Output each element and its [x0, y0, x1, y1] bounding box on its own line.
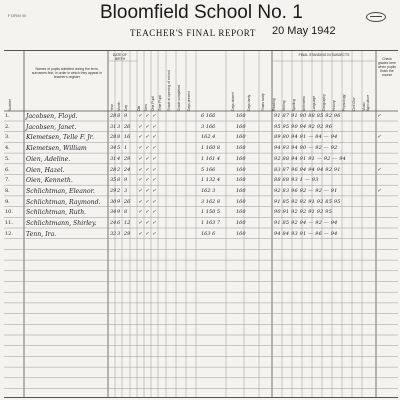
check-mark-icon: ✓	[145, 198, 150, 205]
column-header: Old	[137, 105, 141, 111]
header-date-of-birth: DATE OF BIRTH	[112, 53, 128, 61]
table-row	[4, 230, 398, 240]
row-grades: 94 84 93 91 — 96 — 94	[274, 230, 338, 237]
row-year: 30	[110, 198, 117, 205]
column-header: Days present	[187, 91, 191, 111]
table-row	[4, 198, 398, 208]
row-year: 31	[110, 155, 117, 162]
check-mark-icon: ✓	[138, 166, 143, 173]
check-mark-icon: ✓	[145, 230, 150, 237]
header-names: Names of pupils admitted during the term, surnames first, in order in which they appear in teacher's register	[31, 67, 103, 79]
seal-icon	[366, 12, 386, 22]
row-days: 160	[236, 113, 246, 119]
row-grades: 94 93 94 90 — 92 — 92	[274, 145, 338, 152]
check-mark-icon: ✓	[152, 187, 157, 194]
check-mark-icon: ✓	[152, 209, 157, 216]
column-header: Writing	[282, 100, 286, 111]
row-month: 8	[117, 134, 121, 141]
row-month: 9	[117, 198, 121, 205]
row-name: Oien, Kenneth.	[26, 177, 73, 185]
row-name: Jacobsen, Janet.	[26, 123, 77, 131]
row-month: 5	[117, 145, 121, 152]
check-mark-icon: ✓	[138, 134, 143, 141]
row-name: Schlichtman, Eleanor.	[26, 187, 95, 195]
row-name: Klemetsen, William	[26, 145, 87, 153]
check-mark-icon: ✓	[152, 198, 157, 205]
row-year: 34	[110, 209, 117, 216]
check-mark-icon: ✓	[145, 177, 150, 184]
row-grades: 91 85 92 94 — 92 — 94	[274, 220, 338, 226]
row-month: 8	[117, 177, 121, 184]
row-day: 29	[124, 155, 131, 162]
check-mark-icon: ✓	[152, 155, 157, 162]
row-day: 9	[124, 113, 128, 119]
row-num: 12.	[5, 230, 13, 237]
row-attend: 1 163 7	[201, 220, 221, 226]
row-grades: 91 85 92 92 91 92 85 95	[274, 198, 341, 205]
row-grades: 88 88 93 1 — 93	[274, 177, 319, 184]
column-header: Physiology	[342, 94, 346, 111]
row-check: ✓	[377, 134, 382, 141]
row-day: 29	[124, 230, 131, 237]
row-day: 1	[124, 145, 128, 152]
check-mark-icon: ✓	[138, 198, 143, 205]
row-days: 160	[236, 177, 246, 184]
row-num: 7.	[5, 177, 10, 184]
column-header: Days absent	[231, 92, 235, 111]
row-attend: 1 132 4	[201, 177, 221, 184]
row-grades: 95 95 90 94 92 92 96	[274, 123, 333, 130]
row-grades: 91 87 91 90 88 85 92 96	[274, 113, 341, 119]
column-header: One Pupil	[151, 96, 155, 111]
check-mark-icon: ✓	[152, 134, 157, 141]
check-mark-icon: ✓	[152, 177, 157, 184]
row-attend: 5 166	[201, 166, 216, 173]
row-grades: 89 80 94 91 — 84 — 94	[274, 134, 338, 141]
column-header: New	[144, 104, 148, 111]
row-days: 160	[236, 166, 246, 173]
row-year: 28	[110, 134, 117, 141]
column-header: Civil Gov	[352, 97, 356, 111]
row-attend: 162 4	[201, 134, 216, 141]
table-row	[4, 208, 398, 218]
header-check: Check grades here when pupils finish the course	[377, 57, 397, 77]
row-month: 2	[117, 187, 121, 194]
row-days: 160	[236, 134, 246, 141]
column-header: Time Pupil	[158, 95, 162, 111]
row-day: 9	[124, 177, 128, 184]
row-days: 160	[236, 230, 246, 237]
column-header: Geography	[322, 94, 326, 111]
row-days: 160	[236, 198, 246, 205]
grade-table	[4, 50, 398, 398]
row-day: 12	[124, 220, 131, 226]
row-year: 35	[110, 177, 117, 184]
row-num: 9.	[5, 198, 10, 205]
row-day: 26	[124, 123, 131, 130]
column-header: Agriculture	[366, 94, 370, 111]
check-mark-icon: ✓	[138, 113, 143, 119]
row-day: 26	[124, 198, 131, 205]
column-header: Reading	[272, 98, 276, 111]
row-days: 160	[236, 145, 246, 152]
row-num: 10.	[5, 209, 13, 216]
table-row	[4, 219, 398, 229]
table-row	[4, 144, 398, 154]
header-day: Day	[124, 104, 128, 111]
column-header: Arithmetic	[302, 95, 306, 111]
check-mark-icon: ✓	[152, 220, 157, 226]
form-number: FORM M	[8, 13, 27, 18]
check-mark-icon: ✓	[145, 220, 150, 226]
row-days: 160	[236, 220, 246, 226]
row-name: Klemetsen, Telle F. Jr.	[26, 134, 94, 142]
column-header: Times tardy	[261, 93, 265, 111]
header-year: Year	[110, 104, 114, 111]
row-day: 8	[124, 209, 128, 216]
school-title: Bloomfield School No. 1	[100, 2, 303, 23]
row-num: 3.	[5, 134, 10, 141]
check-mark-icon: ✓	[138, 155, 143, 162]
row-grades: 83 87 96 94 94 94 92 91	[274, 166, 341, 173]
row-num: 8.	[5, 187, 10, 194]
row-month: 4	[117, 155, 121, 162]
check-mark-icon: ✓	[152, 113, 157, 119]
row-month: 3	[117, 123, 121, 130]
row-grades: 90 91 92 92 91 92 95	[274, 209, 333, 216]
row-name: Oien, Adeline.	[26, 155, 71, 163]
row-attend: 1 150 5	[201, 209, 221, 216]
check-mark-icon: ✓	[145, 134, 150, 141]
check-mark-icon: ✓	[152, 166, 157, 173]
row-name: Schlichtman, Ruth.	[26, 209, 87, 217]
column-header: History	[332, 100, 336, 111]
check-mark-icon: ✓	[138, 145, 143, 152]
row-month: 9	[117, 209, 121, 216]
row-num: 2.	[5, 123, 10, 130]
row-days: 160	[236, 209, 246, 216]
table-row	[4, 176, 398, 186]
row-day: 16	[124, 134, 131, 141]
row-num: 11.	[5, 220, 13, 226]
check-mark-icon: ✓	[145, 155, 150, 162]
column-header: Music	[362, 102, 366, 111]
row-month: 8	[117, 113, 121, 119]
row-name: Tenn, Ira.	[26, 230, 57, 238]
row-attend: 6 166	[201, 113, 216, 119]
row-month: 2	[117, 166, 121, 173]
check-mark-icon: ✓	[145, 209, 150, 216]
row-attend: 3 166	[201, 123, 216, 130]
check-mark-icon: ✓	[138, 187, 143, 194]
table-row	[4, 123, 398, 133]
row-month: 3	[117, 230, 121, 237]
check-mark-icon: ✓	[145, 145, 150, 152]
row-attend: 1 160 8	[201, 145, 221, 152]
column-header: Spelling	[292, 98, 296, 111]
row-name: Schlichtman, Raymond.	[26, 198, 101, 206]
row-attend: 163 6	[201, 230, 216, 237]
row-year: 32	[110, 230, 117, 237]
header-month: Month	[117, 101, 121, 111]
column-header: Language	[312, 95, 316, 111]
check-mark-icon: ✓	[138, 177, 143, 184]
check-mark-icon: ✓	[152, 145, 157, 152]
check-mark-icon: ✓	[145, 123, 150, 130]
row-num: 1.	[5, 113, 10, 119]
check-mark-icon: ✓	[145, 166, 150, 173]
row-num: 6.	[5, 166, 10, 173]
row-year: 29	[110, 187, 117, 194]
column-header: Days tardy	[247, 94, 251, 111]
row-days: 160	[236, 123, 246, 130]
row-attend: 162 3	[201, 187, 216, 194]
check-mark-icon: ✓	[138, 209, 143, 216]
check-mark-icon: ✓	[138, 230, 143, 237]
check-mark-icon: ✓	[145, 187, 150, 194]
check-mark-icon: ✓	[152, 230, 157, 237]
row-check: ✓	[377, 113, 382, 119]
check-mark-icon: ✓	[145, 113, 150, 119]
row-num: 4.	[5, 145, 10, 152]
check-mark-icon: ✓	[138, 123, 143, 130]
row-grades: 92 88 94 91 91 — 92 — 94	[274, 155, 347, 162]
report-date: 20 May 1942	[272, 25, 336, 37]
row-day: 3	[124, 187, 128, 194]
row-attend: 3 162 8	[201, 198, 221, 205]
table-row	[4, 187, 398, 197]
row-day: 24	[124, 166, 131, 173]
row-year: 28	[110, 113, 117, 119]
row-name: Jacobsen, Floyd.	[26, 113, 78, 120]
row-num: 5.	[5, 155, 10, 162]
row-check: ✓	[377, 187, 382, 194]
check-mark-icon: ✓	[138, 220, 143, 226]
table-row	[4, 155, 398, 165]
row-year: 24	[110, 220, 117, 226]
row-year: 34	[110, 145, 117, 152]
row-name: Schlichtmann, Shirley.	[26, 220, 97, 227]
column-header: Grade completed	[177, 84, 181, 111]
header-final-standing: FINAL STANDING IN SUBJECTS	[298, 53, 350, 57]
report-title: TEACHER'S FINAL REPORT	[130, 28, 256, 38]
table-row	[4, 166, 398, 176]
row-year: 31	[110, 123, 117, 130]
row-month: 6	[117, 220, 121, 226]
row-days: 160	[236, 187, 246, 194]
row-check: ✓	[377, 166, 382, 173]
check-mark-icon: ✓	[152, 123, 157, 130]
row-attend: 1 161 4	[201, 155, 221, 162]
row-grades: 92 83 96 92 — 92 — 91	[274, 187, 338, 194]
header-number: Number	[8, 98, 12, 111]
column-header: Grade at opening of school	[167, 70, 171, 111]
table-row	[4, 133, 398, 143]
table-row	[4, 112, 398, 122]
row-year: 28	[110, 166, 117, 173]
row-days: 160	[236, 155, 246, 162]
row-name: Oien, Hazel.	[26, 166, 65, 174]
